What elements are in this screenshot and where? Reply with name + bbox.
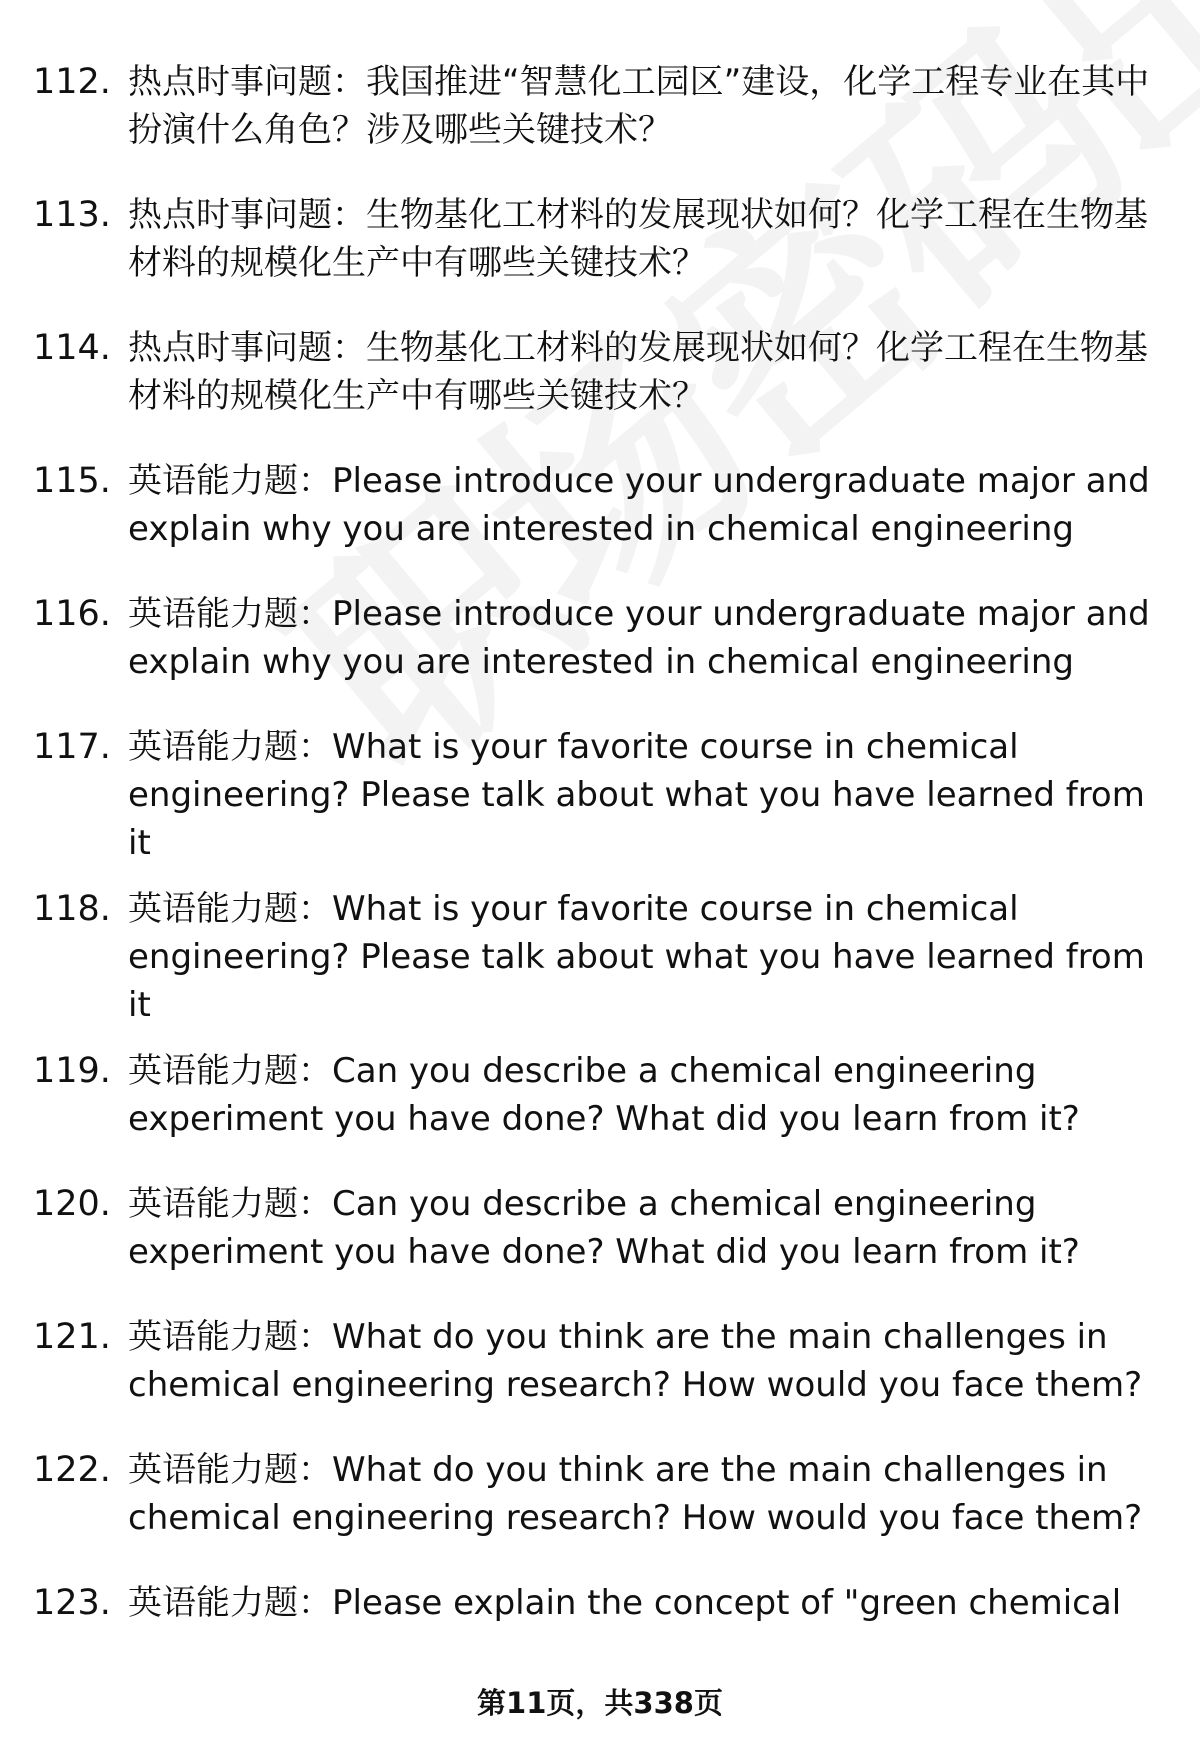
question-item-112	[0, 58, 1200, 191]
question-number: 116.	[33, 594, 111, 634]
question-number: 115.	[33, 461, 111, 501]
question-item-113	[0, 191, 1200, 324]
question-text: 热点时事问题：生物基化工材料的发展现状如何？化学工程在生物基材料的规模化生产中有哪些关键技术？	[128, 328, 1148, 416]
question-text: 英语能力题：Can you describe a chemical engineering experiment you have done? What did you learn from it?	[128, 1051, 1080, 1139]
question-text: 热点时事问题：我国推进“智慧化工园区”建设，化学工程专业在其中扮演什么角色？涉及哪些关键技术？	[128, 62, 1150, 150]
question-item-115	[0, 457, 1200, 590]
question-number: 120.	[33, 1184, 111, 1224]
question-number: 117.	[33, 727, 111, 767]
question-text: 英语能力题：Can you describe a chemical engineering experiment you have done? What did you learn from it?	[128, 1184, 1080, 1272]
question-text: 热点时事问题：生物基化工材料的发展现状如何？化学工程在生物基材料的规模化生产中有哪些关键技术？	[128, 195, 1148, 283]
question-item-116	[0, 590, 1200, 723]
question-item-114	[0, 324, 1200, 457]
question-item-117	[0, 723, 1200, 885]
question-item-119	[0, 1047, 1200, 1180]
question-number: 118.	[33, 889, 111, 929]
question-text: 英语能力题：What do you think are the main challenges in chemical engineering research? How would you face them?	[128, 1317, 1143, 1405]
question-item-120	[0, 1180, 1200, 1313]
question-item-118	[0, 885, 1200, 1047]
question-item-121	[0, 1313, 1200, 1446]
question-number: 112.	[33, 62, 111, 102]
question-number: 119.	[33, 1051, 111, 1091]
question-text: 英语能力题：What do you think are the main challenges in chemical engineering research? How would you face them?	[128, 1450, 1143, 1538]
question-number: 122.	[33, 1450, 111, 1490]
question-text: 英语能力题：What is your favorite course in chemical engineering? Please talk about what you have learned from it	[128, 889, 1145, 1025]
question-text: 英语能力题：Please explain the concept of "green chemical	[128, 1583, 1122, 1623]
question-number: 121.	[33, 1317, 111, 1357]
question-list	[0, 58, 1200, 1712]
question-item-122	[0, 1446, 1200, 1579]
question-text: 英语能力题：What is your favorite course in chemical engineering? Please talk about what you have learned from it	[128, 727, 1145, 863]
question-number: 123.	[33, 1583, 111, 1623]
question-text: 英语能力题：Please introduce your undergraduate major and explain why you are interested in chemical engineering	[128, 594, 1150, 682]
question-text: 英语能力题：Please introduce your undergraduate major and explain why you are interested in chemical engineering	[128, 461, 1150, 549]
page-footer: 第11页，共338页	[477, 1686, 723, 1720]
question-number: 114.	[33, 328, 111, 368]
question-number: 113.	[33, 195, 111, 235]
